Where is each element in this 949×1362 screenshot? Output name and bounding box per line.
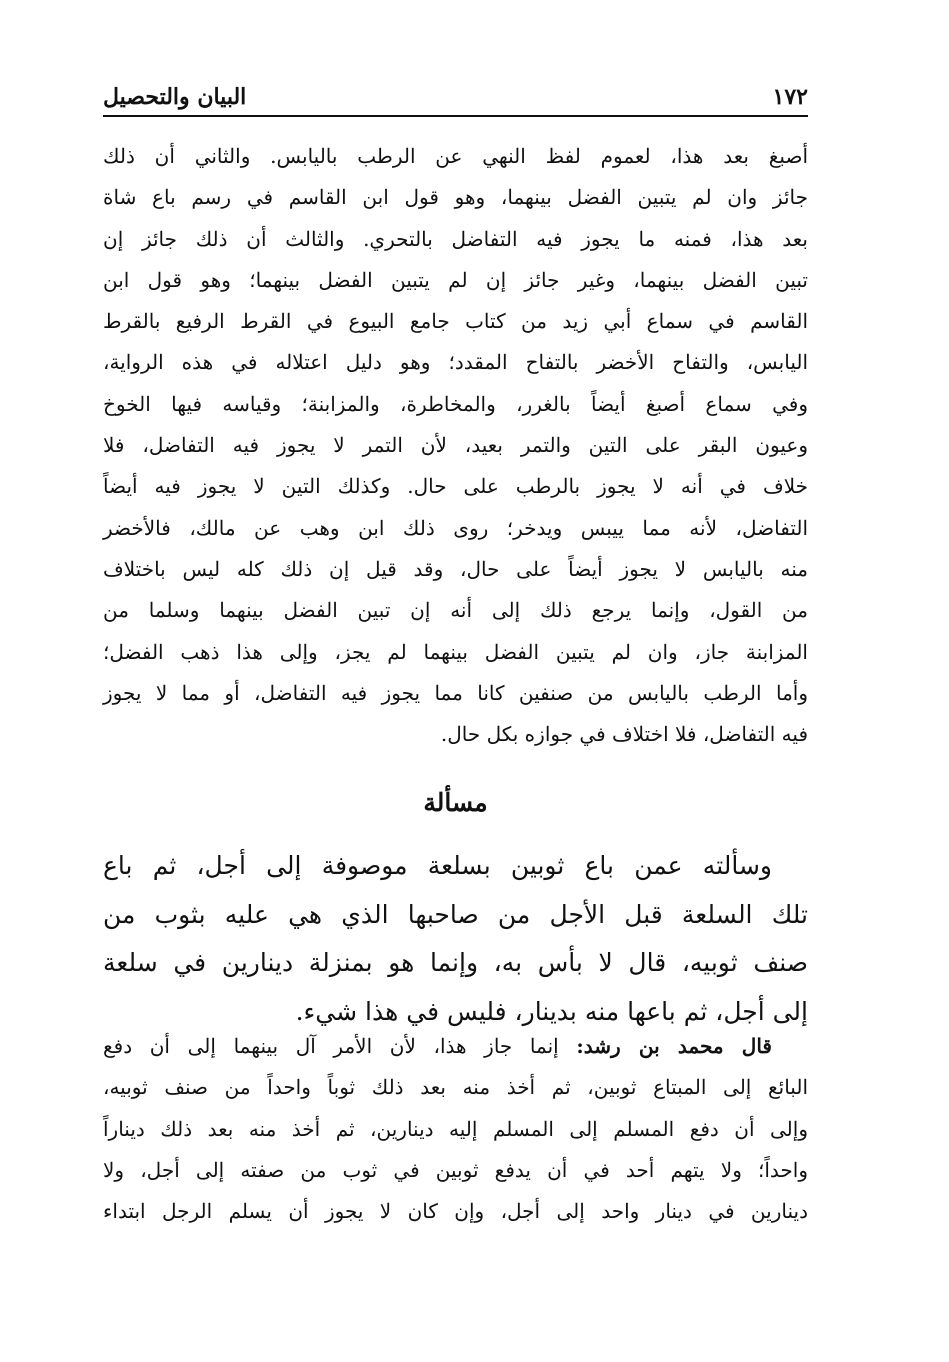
text-line: التفاضل، لأنه مما ييبس ويدخر؛ روى ذلك ابن وهب عن مالك، فالأخضر <box>103 515 808 540</box>
text-line: جائز وان لم يتبين الفضل بينهما، وهو قول ابن القاسم في رسم باع شاة <box>103 185 808 210</box>
text-line: وسألته عمن باع ثوبين بسلعة موصوفة إلى أجل، ثم باع <box>103 851 772 880</box>
answer-first-line-text: إنما جاز هذا، لأن الأمر آل بينهما إلى أن دفع <box>103 1034 577 1058</box>
page-number: ١٧٢ <box>772 84 808 110</box>
question-paragraph <box>103 842 808 1036</box>
text-line: اليابس، والتفاح الأخضر بالتفاح المقدد؛ وهو دليل اعتلاله في هذه الرواية، <box>103 350 808 375</box>
text-line: من القول، وإنما يرجع ذلك إلى أنه إن تبين الفضل بينهما وسلما من <box>103 598 808 623</box>
commentary-paragraph <box>103 136 808 755</box>
header-rule <box>103 115 808 117</box>
text-line: فيه التفاضل، فلا اختلاف في جوازه بكل حال. <box>440 722 808 747</box>
text-line: وإلى أن دفع المسلم إلى المسلم إليه دينارين، ثم أخذ منه بعد ذلك ديناراً <box>103 1116 808 1141</box>
text-line: وأما الرطب باليابس من صنفين كانا مما يجوز فيه التفاضل، أو مما لا يجوز <box>103 680 808 705</box>
book-title: البيان والتحصيل <box>103 84 247 110</box>
text-line: المزابنة جاز، وان لم يتبين الفضل بينهما لم يجز، وإلى هذا ذهب الفضل؛ <box>103 639 808 664</box>
text-line: خلاف في أنه لا يجوز بالرطب على حال. وكذلك التين لا يجوز فيه أيضاً <box>103 474 808 499</box>
text-line: صنف ثوبيه، قال لا بأس به، وإنما هو بمنزلة دينارين في سلعة <box>103 948 808 977</box>
text-line: منه باليابس لا يجوز أيضاً على حال، وقد قيل إن ذلك كله ليس باختلاف <box>103 556 808 581</box>
text-line: دينارين في دينار واحد إلى أجل، وإن كان لا يجوز أن يسلم الرجل ابتداء <box>103 1199 808 1224</box>
text-line: أصبغ بعد هذا، لعموم لفظ النهي عن الرطب باليابس. والثاني أن ذلك <box>103 144 808 168</box>
text-line: تلك السلعة قبل الأجل من صاحبها الذي هي عليه بثوب من <box>103 899 808 929</box>
text-line: تبين الفضل بينهما، وغير جائز إن لم يتبين الفضل بينهما؛ وهو قول ابن <box>103 267 808 292</box>
text-line: وعيون البقر على التين والتمر بعيد، لأن التمر لا يجوز فيه التفاضل، فلا <box>103 433 808 458</box>
running-head <box>103 72 808 112</box>
text-line: البائع إلى المبتاع ثوبين، ثم أخذ منه بعد ذلك ثوباً واحداً من صنف ثوبيه، <box>103 1075 808 1100</box>
text-line: بعد هذا، فمنه ما يجوز فيه التفاضل بالتحري. والثالث أن ذلك جائز إن <box>103 226 808 251</box>
section-heading: مسألة <box>423 788 488 817</box>
text-line: واحداً؛ ولا يتهم أحد في أن يدفع ثوبين في ثوب من صفته إلى أجل، ولا <box>103 1157 808 1182</box>
text-line: إلى أجل، ثم باعها منه بدينار، فليس في هذا شيء. <box>295 996 808 1026</box>
answer-first-line <box>103 1026 808 1067</box>
text-line: القاسم في سماع أبي زيد من كتاب جامع البيوع في القرط الرفيع بالقرط <box>103 309 808 334</box>
text-line: وفي سماع أصبغ أيضاً بالغرر، والمخاطرة، والمزابنة؛ وقياسه فيها الخوخ <box>103 391 808 416</box>
answer-paragraph <box>103 1026 808 1232</box>
speaker-label: قال محمد بن رشد: <box>576 1034 772 1058</box>
